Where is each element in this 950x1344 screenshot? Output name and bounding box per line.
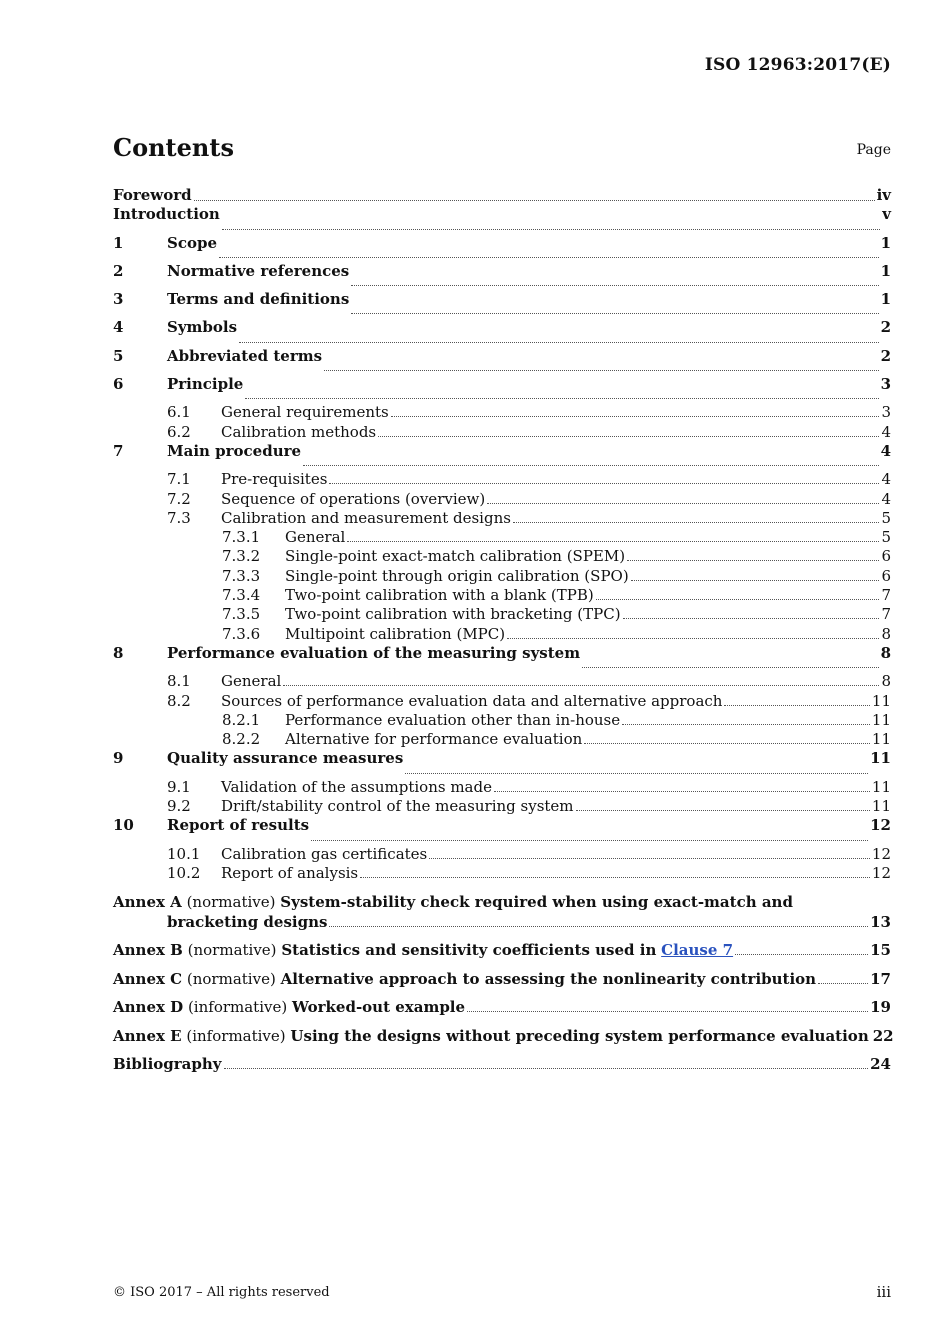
dot-leader [360, 877, 870, 878]
toc-entry-8-1[interactable] [113, 672, 891, 691]
dot-leader [582, 658, 878, 668]
toc-number: 6.2 [167, 422, 191, 441]
toc-title [113, 892, 793, 912]
toc-number: 7 [113, 441, 124, 460]
toc-title [113, 1026, 869, 1046]
toc-title: Bibliography [113, 1055, 222, 1074]
page-column-label: Page [856, 142, 891, 158]
toc-title: General [221, 672, 282, 691]
toc-entry-6-2[interactable] [113, 423, 891, 442]
table-of-contents [113, 186, 894, 1074]
toc-page: 7 [881, 586, 891, 605]
toc-number: 5 [113, 346, 124, 365]
toc-title: Two-point calibration with a blank (TPB) [285, 586, 594, 605]
dot-leader [224, 1068, 869, 1069]
annex-type: (informative) [186, 1026, 286, 1045]
toc-title: Symbols [167, 318, 238, 337]
toc-number: 9 [113, 749, 124, 768]
dot-leader [378, 436, 879, 437]
toc-entry-8-2-1[interactable] [113, 711, 891, 730]
toc-entry-6[interactable] [113, 375, 891, 403]
toc-number: 4 [113, 318, 124, 337]
toc-title [113, 997, 465, 1017]
toc-entry-annex-e[interactable] [113, 1026, 894, 1046]
toc-entry-annex-c[interactable] [113, 969, 891, 989]
toc-title: Performance evaluation of the measuring system [167, 643, 581, 662]
toc-title [113, 969, 816, 989]
toc-number: 7.3 [167, 508, 191, 527]
toc-title: Principle [167, 375, 244, 394]
toc-number: 8.1 [167, 672, 191, 691]
toc-entry-4[interactable] [113, 318, 891, 346]
dot-leader [351, 304, 878, 314]
toc-entry-annex-d[interactable] [113, 997, 891, 1017]
toc-title: Pre-requisites [221, 470, 328, 489]
clause-7-link[interactable]: Clause 7 [661, 941, 734, 960]
toc-entry-bibliography[interactable] [113, 1054, 891, 1074]
toc-number: 7.1 [167, 470, 191, 489]
toc-page: 11 [871, 710, 891, 729]
toc-page: 1 [880, 290, 891, 309]
toc-page: 11 [871, 730, 891, 749]
dot-leader [329, 483, 879, 484]
toc-title [113, 940, 733, 960]
toc-entry-8-2[interactable] [113, 692, 891, 711]
toc-title: Main procedure [167, 441, 302, 460]
toc-number: 7.3.4 [222, 586, 261, 605]
annex-label: Annex A [113, 892, 182, 911]
toc-number: 10.2 [167, 863, 201, 882]
dot-leader [239, 333, 879, 343]
toc-number: 7.3.3 [222, 566, 261, 585]
dot-leader [311, 831, 868, 841]
toc-entry-7-1[interactable] [113, 470, 891, 489]
toc-page: 7 [881, 605, 891, 624]
toc-page: 2 [880, 346, 891, 365]
toc-entry-7-3-6[interactable] [113, 625, 891, 644]
toc-number: 10.1 [167, 844, 201, 863]
dot-leader [324, 361, 878, 371]
dot-leader [405, 764, 868, 774]
toc-title: General [285, 528, 346, 547]
dot-leader [724, 705, 869, 706]
annex-title-line1: System-stability check required when using exact-match and [280, 892, 793, 911]
toc-page: 8 [881, 624, 891, 643]
annex-title: Statistics and sensitivity coefficients used in [281, 941, 657, 960]
toc-number: 6 [113, 375, 124, 394]
toc-page: 8 [880, 643, 891, 662]
toc-entry-7-3-1[interactable] [113, 528, 891, 547]
toc-title: Introduction [113, 205, 220, 224]
toc-number: 8.2 [167, 691, 191, 710]
toc-page: 4 [880, 441, 891, 460]
annex-type: (normative) [186, 969, 276, 988]
toc-entry-9-1[interactable] [113, 778, 891, 797]
annex-title: Worked-out example [292, 998, 466, 1017]
toc-entry-7-3-3[interactable] [113, 567, 891, 586]
toc-entry-5[interactable] [113, 347, 891, 375]
toc-title: Drift/stability control of the measuring system [221, 797, 574, 816]
dot-leader [391, 416, 880, 417]
toc-page: v [882, 205, 891, 224]
toc-number: 8 [113, 643, 124, 662]
toc-page: 4 [881, 422, 891, 441]
toc-page: 2 [880, 318, 891, 337]
dot-leader [513, 522, 880, 523]
toc-page: 1 [880, 261, 891, 280]
toc-number: 7.2 [167, 489, 191, 508]
dot-leader [303, 456, 879, 466]
toc-number: 7.3.1 [222, 528, 261, 547]
toc-page: 6 [881, 547, 891, 566]
toc-entry-2[interactable] [113, 262, 891, 290]
dot-leader [283, 685, 879, 686]
annex-type: (normative) [187, 941, 277, 960]
toc-page: 19 [870, 998, 891, 1017]
toc-title: Sources of performance evaluation data and alternative approach [221, 691, 723, 710]
dot-leader [429, 858, 870, 859]
toc-entry-1[interactable] [113, 234, 891, 262]
dot-leader [623, 618, 880, 619]
toc-entry-9-2[interactable] [113, 797, 891, 816]
toc-number: 6.1 [167, 403, 191, 422]
toc-page: 4 [881, 489, 891, 508]
toc-page: 3 [881, 403, 891, 422]
toc-title: Calibration and measurement designs [221, 508, 511, 527]
toc-entry-introduction[interactable] [113, 205, 891, 233]
toc-entry-7-3[interactable] [113, 509, 891, 528]
toc-title: Two-point calibration with bracketing (TPC) [285, 605, 621, 624]
toc-title: Alternative for performance evaluation [285, 730, 583, 749]
toc-page: 3 [880, 375, 891, 394]
toc-page: 15 [870, 941, 891, 960]
dot-leader [627, 560, 879, 561]
toc-entry-7-3-4[interactable] [113, 586, 891, 605]
toc-page: 11 [871, 691, 891, 710]
dot-leader [622, 724, 870, 725]
annex-title: Alternative approach to assessing the nonlinearity contribution [280, 969, 817, 988]
dot-leader [329, 926, 868, 927]
dot-leader [194, 200, 875, 201]
toc-page: 8 [881, 672, 891, 691]
toc-entry-7-2[interactable] [113, 490, 891, 509]
annex-label: Annex D [113, 998, 184, 1017]
page-number: iii [876, 1283, 891, 1301]
document-id: ISO 12963:2017(E) [704, 55, 891, 75]
toc-entry-10-1[interactable] [113, 845, 891, 864]
toc-title: Foreword [113, 186, 192, 204]
toc-page: 24 [870, 1055, 891, 1074]
toc-title: Terms and definitions [167, 290, 350, 309]
toc-number: 8.2.2 [222, 730, 261, 749]
dot-leader [494, 791, 870, 792]
dot-leader [347, 541, 879, 542]
toc-entry-8-2-2[interactable] [113, 730, 891, 749]
dot-leader [222, 220, 880, 230]
toc-page: 11 [871, 797, 891, 816]
toc-title: Performance evaluation other than in-house [285, 710, 621, 729]
toc-entry-9[interactable] [113, 749, 891, 777]
toc-page: 12 [871, 863, 891, 882]
toc-entry-8[interactable] [113, 644, 891, 672]
toc-number: 7.3.5 [222, 605, 261, 624]
toc-title: Sequence of operations (overview) [221, 489, 486, 508]
annex-label: Annex B [113, 941, 183, 960]
dot-leader [467, 1011, 868, 1012]
toc-entry-3[interactable] [113, 290, 891, 318]
dot-leader [596, 599, 880, 600]
toc-entry-annex-a[interactable] [113, 892, 891, 932]
annex-type: (normative) [186, 892, 276, 911]
toc-title: Quality assurance measures [167, 749, 404, 768]
dot-leader [631, 580, 880, 581]
annex-title: Using the designs without preceding system performance evaluation [290, 1026, 869, 1045]
toc-title: Validation of the assumptions made [221, 777, 492, 796]
toc-entry-10-2[interactable] [113, 864, 891, 883]
contents-heading: Contents [113, 133, 234, 162]
toc-number: 8.2.1 [222, 710, 261, 729]
dot-leader [487, 503, 879, 504]
toc-page: 12 [870, 816, 891, 835]
toc-entry-7[interactable] [113, 442, 891, 470]
dot-leader [245, 389, 878, 399]
dot-leader [576, 810, 870, 811]
toc-number: 9.2 [167, 797, 191, 816]
toc-title: Calibration gas certificates [221, 844, 428, 863]
toc-entry-foreword[interactable] [113, 186, 891, 205]
toc-entry-7-3-5[interactable] [113, 605, 891, 624]
toc-title: Report of analysis [221, 863, 359, 882]
dot-leader [584, 743, 870, 744]
toc-page: 12 [871, 844, 891, 863]
toc-title: Multipoint calibration (MPC) [285, 624, 506, 643]
toc-number: 1 [113, 233, 124, 252]
toc-page: iv [876, 186, 891, 204]
toc-page: 11 [871, 777, 891, 796]
dot-leader [735, 954, 868, 955]
annex-label: Annex C [113, 969, 183, 988]
toc-title: Single-point through origin calibration (SPO) [285, 566, 629, 585]
annex-type: (informative) [187, 998, 288, 1017]
toc-page: 5 [881, 528, 891, 547]
toc-entry-7-3-2[interactable] [113, 547, 891, 566]
toc-page: 22 [872, 1026, 894, 1045]
toc-number: 10 [113, 816, 134, 835]
toc-page: 6 [881, 566, 891, 585]
toc-page: 1 [880, 233, 891, 252]
dot-leader [351, 276, 878, 286]
toc-title: Report of results [167, 816, 310, 835]
toc-title: Normative references [167, 261, 350, 280]
toc-page: 4 [881, 470, 891, 489]
annex-label: Annex E [113, 1026, 182, 1045]
dot-leader [219, 248, 879, 258]
toc-title: General requirements [221, 403, 389, 422]
toc-title: Calibration methods [221, 422, 377, 441]
toc-number: 7.3.6 [222, 624, 261, 643]
copyright-notice: © ISO 2017 – All rights reserved [113, 1285, 330, 1300]
toc-page: 17 [870, 969, 891, 988]
toc-entry-10[interactable] [113, 816, 891, 844]
toc-page: 11 [870, 749, 891, 768]
annex-title-line2: bracketing designs [167, 912, 328, 931]
dot-leader [507, 638, 879, 639]
toc-number: 2 [113, 261, 124, 280]
toc-entry-6-1[interactable] [113, 403, 891, 422]
toc-title: Single-point exact-match calibration (SPEM) [285, 547, 626, 566]
toc-page: 13 [870, 912, 891, 931]
toc-title: Abbreviated terms [167, 346, 323, 365]
toc-page: 5 [881, 508, 891, 527]
toc-entry-annex-b[interactable] [113, 940, 891, 960]
toc-title: Scope [167, 233, 218, 252]
dot-leader [818, 983, 868, 984]
toc-number: 7.3.2 [222, 547, 261, 566]
toc-number: 3 [113, 290, 124, 309]
toc-number: 9.1 [167, 777, 191, 796]
